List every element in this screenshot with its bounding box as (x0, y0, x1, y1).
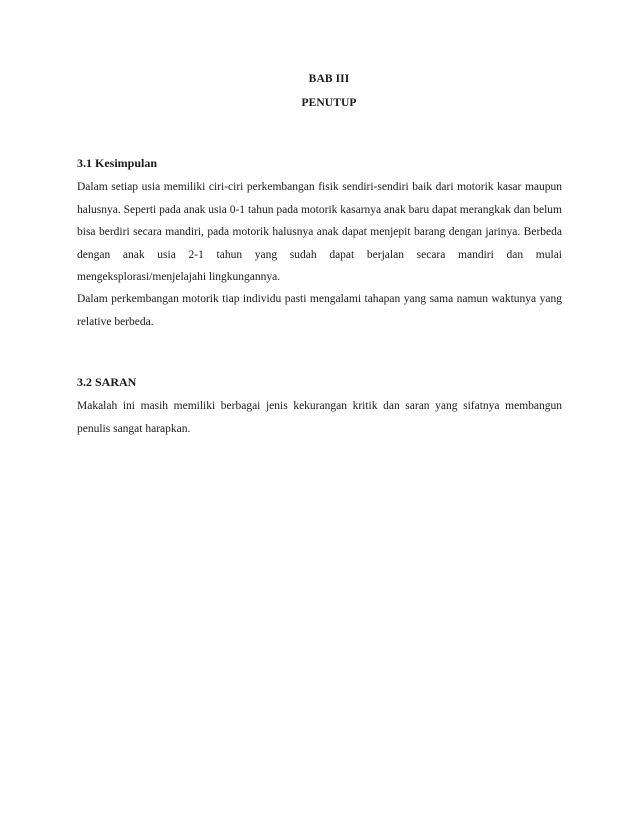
paragraph: Dalam perkembangan motorik tiap individu pasti mengalami tahapan yang sama namun waktunya yang relative berbeda. (77, 293, 562, 328)
section-heading-kesimpulan: 3.1 Kesimpulan (77, 156, 158, 170)
section-heading-saran: 3.2 SARAN (77, 375, 137, 389)
paragraph: Makalah ini masih memiliki berbagai jenis kekurangan kritik dan saran yang sifatnya membangun penulis sangat harapkan. (77, 400, 562, 435)
chapter-label: BAB III (308, 73, 350, 85)
paragraph: Dalam setiap usia memiliki ciri-ciri perkembangan fisik sendiri-sendiri baik dari motorik kasar maupun halusnya. Seperti pada anak usia 0-1 tahun pada motorik kasarnya anak baru dapat merangkak dan belum bisa berdiri secara mandiri, pada motorik halusnya anak dapat menjepit barang dengan jarinya. Berbeda dengan anak usia 2-1 tahun yang sudah dapat berjalan secara mandiri dan mulai mengeksplorasi/menjelajahi lingkungannya. (77, 181, 562, 283)
chapter-title: PENUTUP (301, 97, 357, 109)
